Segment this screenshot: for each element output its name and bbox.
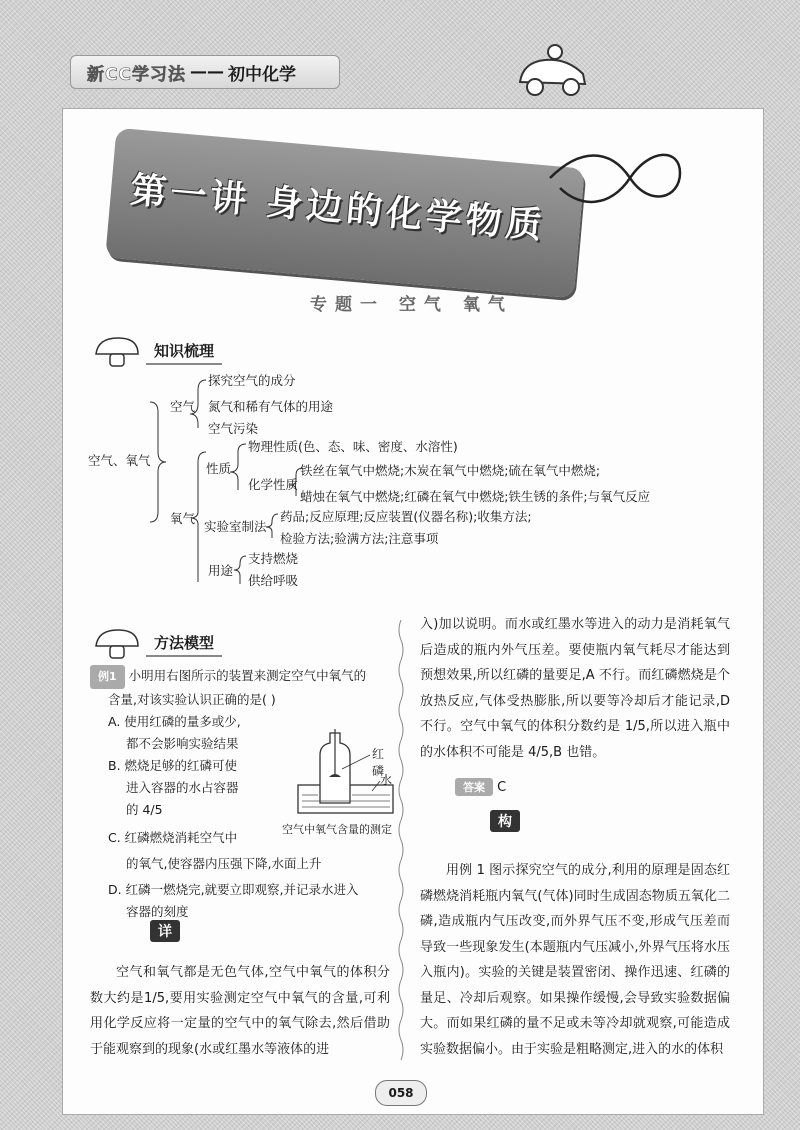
series-name: 新CC学习法 bbox=[87, 64, 186, 85]
experiment-figure bbox=[282, 725, 393, 840]
detail-badge-wrap bbox=[150, 920, 180, 942]
series-header bbox=[70, 55, 340, 89]
example-tag: 例1 bbox=[90, 665, 125, 689]
build-badge-wrap bbox=[490, 810, 520, 832]
method-section-heading bbox=[92, 626, 222, 660]
analysis-text bbox=[420, 612, 730, 765]
option-c: C. 红磷燃烧消耗空气中 bbox=[108, 830, 238, 845]
build-badge: 构 bbox=[490, 810, 520, 832]
tree-physical: 物理性质(色、态、味、密度、水溶性) bbox=[248, 439, 458, 454]
tree-uses: 用途 bbox=[208, 563, 234, 578]
detail-badge: 详 bbox=[150, 920, 180, 942]
car-mascot-icon bbox=[515, 40, 590, 100]
option-a-cont: 都不会影响实验结果 bbox=[126, 736, 239, 751]
tree-uses-item: 支持燃烧 bbox=[248, 551, 299, 566]
tree-chem-line: 蜡烛在氧气中燃烧;红磷在氧气中燃烧;铁生锈的条件;与氧气反应 bbox=[300, 489, 651, 504]
answer-tag: 答案 bbox=[455, 778, 493, 796]
tree-properties: 性质 bbox=[206, 461, 232, 476]
subject-name: 初中化学 bbox=[227, 64, 296, 85]
knowledge-section-label: 知识梳理 bbox=[146, 338, 222, 365]
analysis-paragraph: 入)加以说明。而水或红墨水等进入的动力是消耗氧气后造成的瓶内外气压差。要使瓶内氧气耗尽才能达到预想效果,所以红磷的量要足,A 不行。而红磷燃烧是个放热反应,气体受热膨胀,所以要等冷却后才能记录,D 不行。空气中氧气的体积分数约是 1/5,所以进入瓶中的水体积不可能是 4/5,B 也错。 bbox=[420, 617, 730, 760]
mushroom-icon bbox=[92, 334, 142, 368]
build-text bbox=[420, 858, 730, 1062]
answer-row bbox=[455, 778, 506, 796]
page-number: 058 bbox=[375, 1080, 427, 1106]
example-stem: 小明用右图所示的装置来测定空气中氧气的 bbox=[128, 668, 367, 683]
detail-paragraph: 空气和氧气都是无色气体,空气中氧气的体积分数大约是1/5,要用实验测定空气中氧气的含量,可利用化学反应将一定量的空气中的氧气除去,然后借助于能观察到的现象(水或红墨水等液体的进 bbox=[90, 965, 390, 1057]
build-paragraph: 用例 1 图示探究空气的成分,利用的原理是固态红磷燃烧消耗瓶内氧气(气体)同时生成固态物质五氧化二磷,造成瓶内气压改变,而外界气压不变,形成气压差而导致一些现象发生(本题瓶内气压减小,外界气压将水压入瓶内)。实验的关键是装置密闭、操作迅速、红磷的量足、冷却后观察。如果操作缓慢,会导致实验数据偏大。而如果红磷的量不足或未等冷却就观察,可能造成实验数据偏小。由于实验是粗略测定,进入的水的体积 bbox=[420, 863, 730, 1057]
fig-label-water: 水 bbox=[380, 773, 393, 787]
header-dash: —— bbox=[189, 62, 224, 82]
tree-chem-line: 铁丝在氧气中燃烧;木炭在氧气中燃烧;硫在氧气中燃烧; bbox=[300, 463, 601, 478]
example-stem: 含量,对该实验认识正确的是( ) bbox=[108, 692, 276, 707]
option-b-cont: 进入容器的水占容器 bbox=[126, 780, 239, 795]
tree-lab-line: 药品;反应原理;反应装置(仪器名称);收集方法; bbox=[280, 509, 532, 524]
option-d-cont: 容器的刻度 bbox=[126, 904, 189, 919]
answer-value: C bbox=[497, 780, 507, 795]
knowledge-section-heading bbox=[92, 334, 222, 368]
tree-oxygen: 氧气 bbox=[170, 511, 196, 526]
fig-caption: 空气中氧气含量的测定 bbox=[282, 823, 392, 836]
lesson-title: 第一讲 身边的化学物质 bbox=[128, 169, 548, 248]
detail-text bbox=[90, 960, 390, 1062]
tree-air: 空气 bbox=[170, 399, 196, 414]
option-b: B. 燃烧足够的红磷可使 bbox=[108, 758, 238, 773]
option-a: A. 使用红磷的量多或少, bbox=[108, 714, 241, 729]
mushroom-icon bbox=[92, 626, 142, 660]
tree-air-item: 探究空气的成分 bbox=[208, 373, 296, 388]
tree-air-item: 氮气和稀有气体的用途 bbox=[208, 399, 334, 414]
fig-label-phosphorus: 红磷 bbox=[372, 747, 385, 778]
option-c-cont: 的氧气,使容器内压强下降,水面上升 bbox=[126, 856, 322, 871]
tree-lab: 实验室制法 bbox=[204, 519, 267, 534]
tree-uses-item: 供给呼吸 bbox=[248, 573, 299, 588]
option-d: D. 红磷一燃烧完,就要立即观察,并记录水进入 bbox=[108, 882, 359, 897]
topic-subtitle: 专题一 空气 氧气 bbox=[310, 295, 513, 315]
tree-root: 空气、氧气 bbox=[88, 453, 151, 468]
tree-lab-line: 检验方法;验满方法;注意事项 bbox=[280, 531, 439, 546]
column-divider bbox=[397, 620, 405, 1060]
tree-chemical: 化学性质 bbox=[248, 477, 299, 492]
knowledge-tree bbox=[88, 372, 738, 612]
option-b-cont: 的 4/5 bbox=[126, 802, 163, 817]
method-section-label: 方法模型 bbox=[146, 630, 222, 657]
ribbon-icon bbox=[540, 138, 690, 218]
tree-air-item: 空气污染 bbox=[208, 421, 259, 436]
